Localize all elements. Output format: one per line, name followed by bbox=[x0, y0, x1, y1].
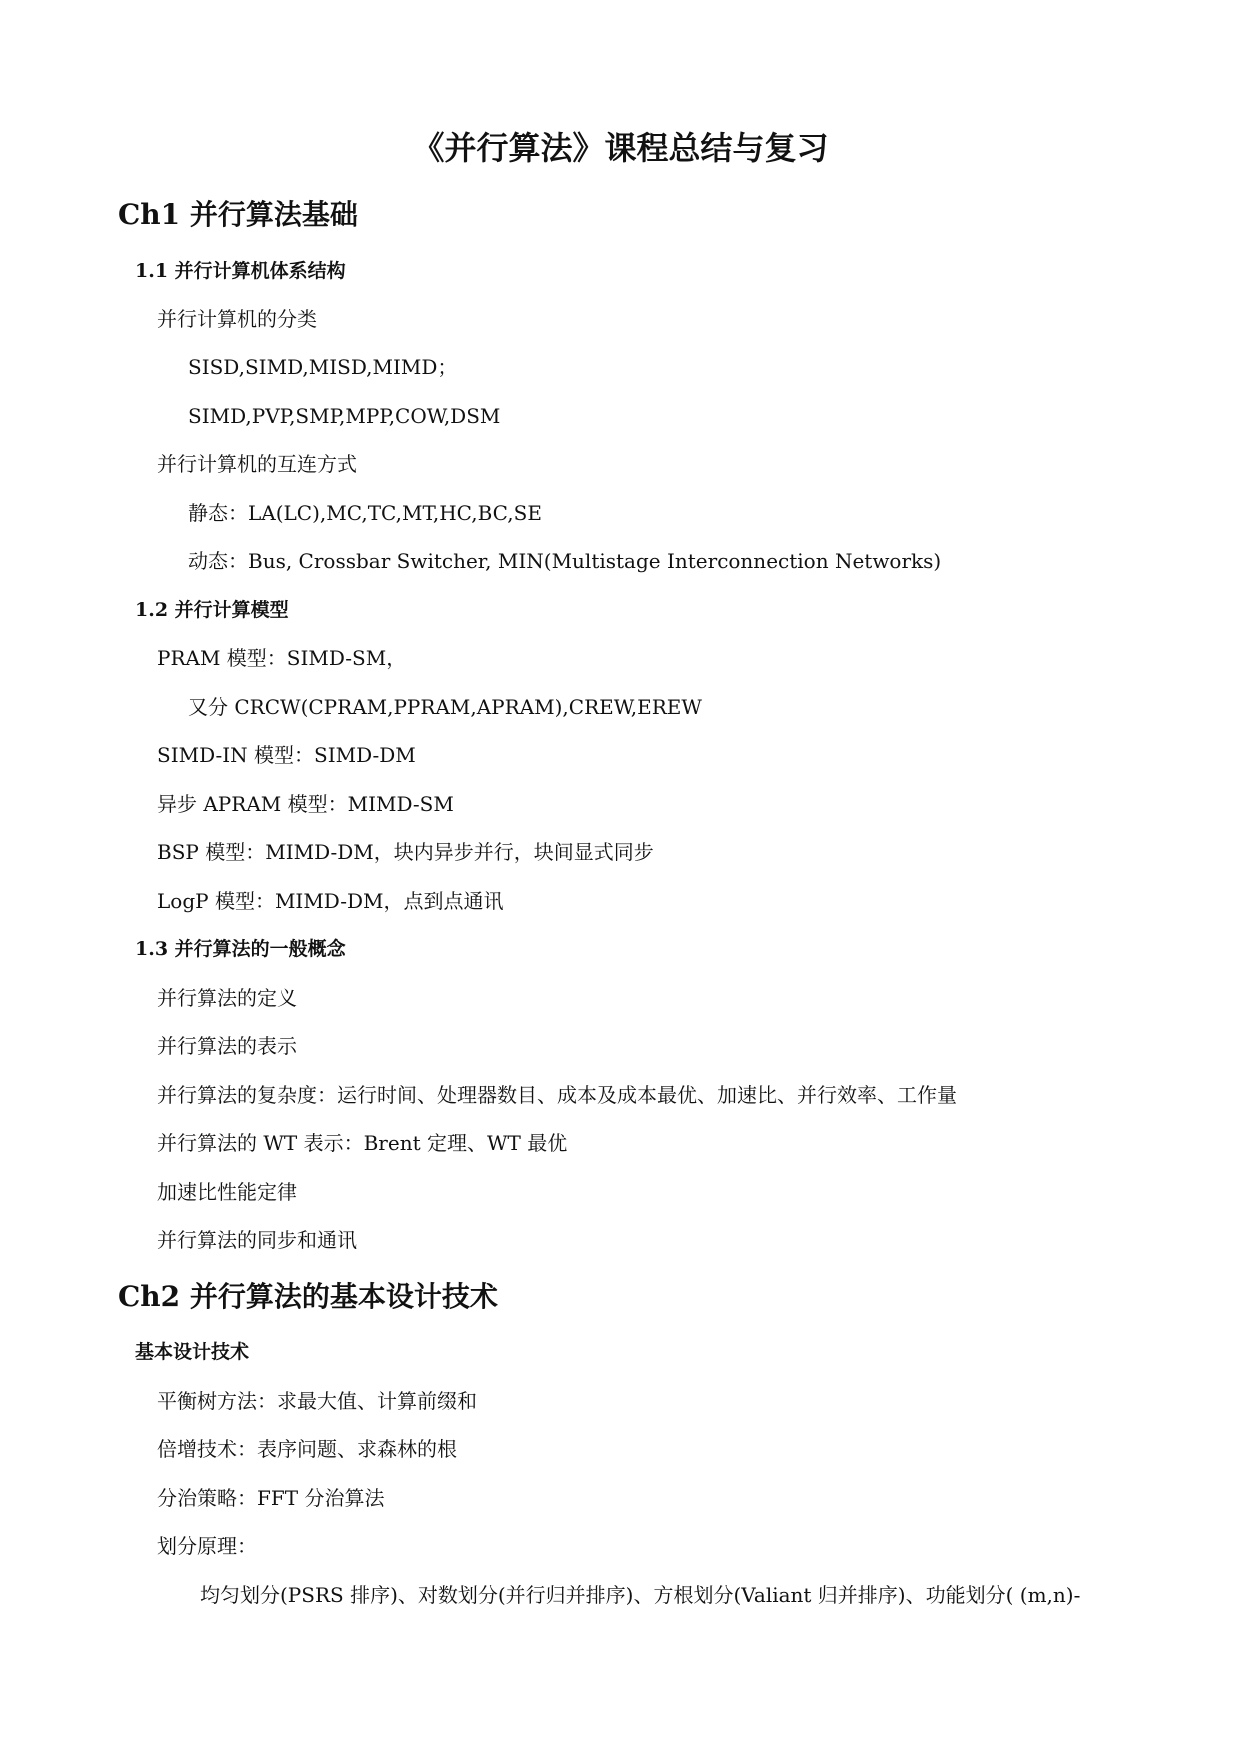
document-title: 《并行算法》课程总结与复习 bbox=[412, 129, 829, 167]
concept-item-5: 加速比性能定律 bbox=[157, 1180, 297, 1204]
apram-model: 异步 APRAM 模型：MIMD-SM bbox=[157, 792, 454, 816]
concept-item-6: 并行算法的同步和通讯 bbox=[157, 1228, 357, 1252]
logp-model: LogP 模型：MIMD-DM，点到点通讯 bbox=[157, 889, 504, 913]
section-1-2-heading: 1.2 并行计算模型 bbox=[135, 599, 289, 621]
concept-item-1: 并行算法的定义 bbox=[157, 986, 297, 1010]
chapter-1-heading: Ch1 并行算法基础 bbox=[118, 198, 358, 231]
bsp-model: BSP 模型：MIMD-DM，块内异步并行，块间显式同步 bbox=[157, 840, 654, 864]
interconnect-label: 并行计算机的互连方式 bbox=[157, 452, 357, 476]
technique-item-4-detail: 均匀划分(PSRS 排序)、对数划分(并行归并排序)、方根划分(Valiant 归并排序)、功能划分( (m,n)- bbox=[200, 1583, 1081, 1607]
technique-item-3: 分治策略：FFT 分治算法 bbox=[157, 1486, 385, 1510]
technique-item-2: 倍增技术：表序问题、求森林的根 bbox=[157, 1437, 457, 1461]
interconnect-static: 静态：LA(LC),MC,TC,MT,HC,BC,SE bbox=[188, 501, 542, 525]
technique-item-4: 划分原理： bbox=[157, 1534, 257, 1558]
concept-item-2: 并行算法的表示 bbox=[157, 1034, 297, 1058]
ch2-section-heading: 基本设计技术 bbox=[135, 1341, 250, 1363]
chapter-2-heading: Ch2 并行算法的基本设计技术 bbox=[118, 1280, 498, 1313]
technique-item-1: 平衡树方法：求最大值、计算前缀和 bbox=[157, 1389, 477, 1413]
section-1-1-heading: 1.1 并行计算机体系结构 bbox=[135, 260, 346, 282]
section-1-3-heading: 1.3 并行算法的一般概念 bbox=[135, 938, 346, 960]
classification-line-1: SISD,SIMD,MISD,MIMD； bbox=[188, 355, 458, 379]
pram-model: PRAM 模型：SIMD-SM， bbox=[157, 646, 407, 670]
interconnect-dynamic: 动态：Bus, Crossbar Switcher, MIN(Multistage Interconnection Networks) bbox=[188, 549, 942, 573]
concept-item-4: 并行算法的 WT 表示：Brent 定理、WT 最优 bbox=[157, 1131, 568, 1155]
simd-in-model: SIMD-IN 模型：SIMD-DM bbox=[157, 743, 416, 767]
classification-line-2: SIMD,PVP,SMP,MPP,COW,DSM bbox=[188, 404, 501, 428]
classification-label: 并行计算机的分类 bbox=[157, 307, 317, 331]
concept-item-3: 并行算法的复杂度：运行时间、处理器数目、成本及成本最优、加速比、并行效率、工作量 bbox=[157, 1083, 957, 1107]
pram-subtypes: 又分 CRCW(CPRAM,PPRAM,APRAM),CREW,EREW bbox=[188, 695, 702, 719]
